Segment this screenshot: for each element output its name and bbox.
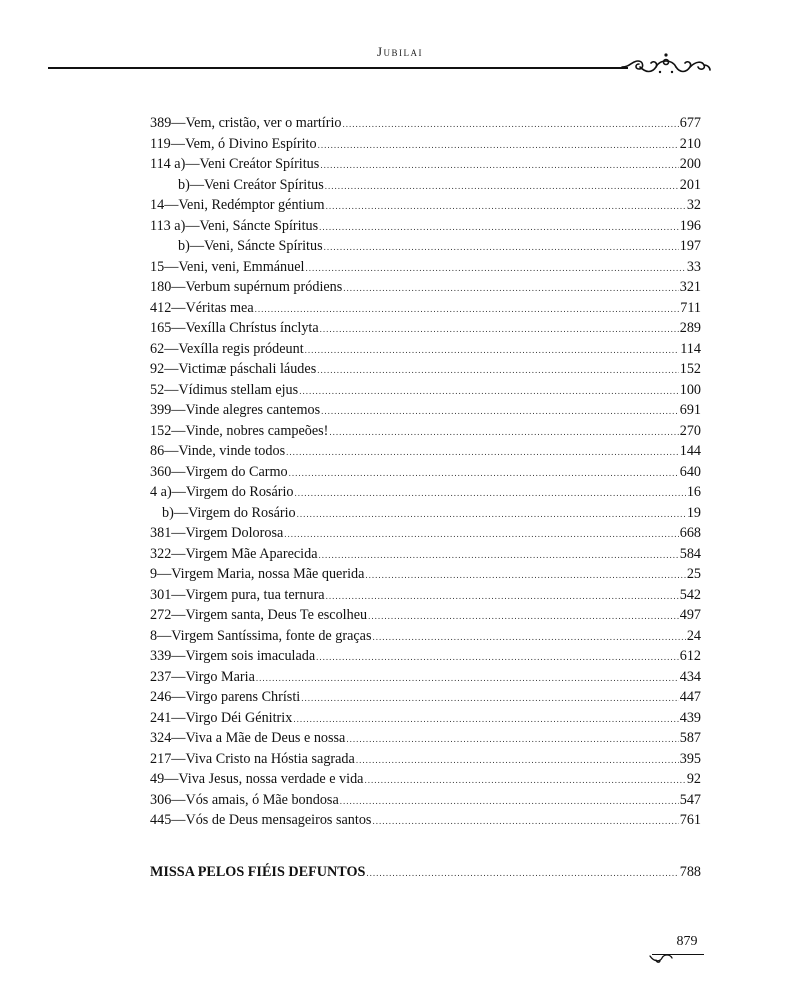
entry-page-number: 25 [686, 566, 701, 582]
entry-page-number: 439 [679, 709, 701, 726]
running-head: Jubilai [376, 44, 424, 59]
entry-page-number: 210 [679, 135, 701, 152]
entry-page-number: 547 [679, 791, 701, 808]
index-entry [150, 566, 701, 587]
dot-leader [325, 181, 679, 191]
index-entry [150, 484, 701, 505]
entry-page-number: 92 [686, 771, 701, 787]
entry-title: 339—Virgem sois imaculada [150, 648, 316, 664]
entry-title: 8—Virgem Santíssima, fonte de graças [150, 627, 372, 644]
index-entry [150, 587, 701, 608]
dot-leader [366, 868, 678, 878]
index-entry [150, 525, 701, 546]
entry-page-number: 691 [679, 402, 701, 418]
entry-page-number: 270 [679, 422, 701, 439]
entry-title: b)—Veni Creátor Spíritus [178, 176, 324, 193]
entry-title: 360—Virgem do Carmo [150, 463, 288, 480]
entry-page-number: 761 [679, 812, 701, 828]
index-entry [150, 792, 701, 813]
index-entry [150, 689, 701, 710]
entry-title: 119—Vem, ó Divino Espírito [150, 135, 317, 152]
entry-title: 49—Viva Jesus, nossa verdade e vida [150, 771, 364, 787]
index-entry [150, 177, 701, 198]
entry-page-number: 100 [679, 381, 701, 398]
entry-title: 86—Vinde, vinde todos [150, 443, 286, 459]
index-entry [150, 136, 701, 157]
entry-page-number: 289 [679, 320, 701, 336]
entry-title: 113 a)—Veni, Sáncte Spíritus [150, 217, 319, 234]
entry-title: 241—Virgo Déi Génitrix [150, 709, 293, 726]
dot-leader [326, 591, 679, 601]
dot-leader [321, 406, 679, 416]
entry-title: 381—Virgem Dolorosa [150, 525, 284, 541]
index-list [150, 115, 701, 833]
dot-leader [256, 673, 679, 683]
index-entry [150, 607, 701, 628]
index-entry [150, 279, 701, 300]
dot-leader [299, 386, 679, 396]
entry-page-number: 711 [680, 299, 701, 316]
scroll-ornament-icon [620, 51, 712, 81]
index-entry [150, 648, 701, 669]
entry-page-number: 321 [679, 279, 701, 295]
small-scroll-ornament-icon [648, 952, 676, 966]
entry-page-number: 542 [679, 586, 701, 603]
entry-title: 152—Vinde, nobres campeões! [150, 422, 329, 439]
entry-title: 114 a)—Veni Creátor Spíritus [150, 156, 320, 172]
index-entry [150, 771, 701, 792]
page-number: 879 [676, 934, 698, 949]
index-entry [150, 320, 701, 341]
header-rule [48, 67, 628, 69]
dot-leader [340, 796, 679, 806]
dot-leader [301, 693, 679, 703]
dot-leader [319, 550, 679, 560]
entry-title: 324—Viva a Mãe de Deus e nossa [150, 730, 346, 746]
index-entry [150, 546, 701, 567]
entry-page-number: 677 [679, 115, 701, 131]
index-entry [150, 382, 701, 403]
index-entry [150, 238, 701, 259]
index-entry [150, 402, 701, 423]
entry-title: 4 a)—Virgem do Rosário [150, 484, 294, 500]
entry-title: 246—Virgo parens Chrísti [150, 689, 301, 705]
entry-page-number: 152 [679, 361, 701, 377]
entry-page-number: 32 [686, 197, 701, 213]
entry-title: 52—Vídimus stellam ejus [150, 381, 299, 398]
index-entry [150, 156, 701, 177]
index-entry [150, 730, 701, 751]
entry-page-number: 447 [679, 689, 701, 705]
entry-title: 15—Veni, veni, Emmánuel [150, 258, 305, 275]
index-entry [150, 259, 701, 280]
entry-page-number: 434 [679, 668, 701, 685]
dot-leader [316, 652, 679, 662]
entry-title: 9—Virgem Maria, nossa Mãe querida [150, 566, 365, 582]
entry-title: 412—Véritas mea [150, 299, 254, 316]
dot-leader [368, 611, 679, 621]
dot-leader [317, 365, 679, 375]
entry-page-number: 612 [679, 648, 701, 664]
entry-page-number: 201 [679, 176, 701, 193]
entry-page-number: 395 [679, 750, 701, 767]
index-entry [150, 812, 701, 833]
entry-title: 165—Vexílla Chrístus ínclyta [150, 320, 319, 336]
dot-leader [356, 755, 679, 765]
index-entry [150, 505, 701, 526]
dot-leader [286, 447, 679, 457]
index-entry [150, 361, 701, 382]
entry-title: b)—Virgem do Rosário [162, 504, 296, 521]
entry-page-number: 19 [686, 504, 701, 521]
entry-title: 301—Virgem pura, tua ternura [150, 586, 325, 603]
entry-page-number: 196 [679, 217, 701, 234]
entry-title: 92—Victimæ páschali láudes [150, 361, 317, 377]
dot-leader [297, 509, 686, 519]
index-entry [150, 423, 701, 444]
entry-page-number: 587 [679, 730, 701, 746]
entry-page-number: 497 [679, 607, 701, 623]
entry-page-number: 200 [679, 156, 701, 172]
dot-leader [318, 140, 679, 150]
entry-title: 445—Vós de Deus mensageiros santos [150, 812, 372, 828]
entry-page-number: 668 [679, 525, 701, 541]
dot-leader [289, 468, 679, 478]
entry-title: 217—Viva Cristo na Hóstia sagrada [150, 750, 355, 767]
section-entry [150, 864, 701, 881]
entry-title: 272—Virgem santa, Deus Te escolheu [150, 607, 368, 623]
dot-leader [295, 488, 686, 498]
dot-leader [320, 160, 678, 170]
entry-title: b)—Veni, Sáncte Spíritus [178, 238, 323, 254]
index-entry [150, 115, 701, 136]
dot-leader [326, 201, 686, 211]
index-entry [150, 464, 701, 485]
dot-leader [319, 222, 679, 232]
entry-title: 14—Veni, Redémptor géntium [150, 197, 325, 213]
entry-title: 306—Vós amais, ó Mãe bondosa [150, 791, 339, 808]
entry-title: 180—Verbum supérnum pródiens [150, 279, 343, 295]
entry-title: 322—Virgem Mãe Aparecida [150, 545, 318, 562]
entry-page-number: 584 [679, 545, 701, 562]
dot-leader [284, 529, 678, 539]
dot-leader [364, 775, 685, 785]
entry-page-number: 197 [679, 238, 701, 254]
entry-title: 399—Vinde alegres cantemos [150, 402, 321, 418]
dot-leader [346, 734, 678, 744]
section-page-number: 788 [679, 864, 701, 880]
dot-leader [320, 324, 679, 334]
section-title: MISSA PELOS FIÉIS DEFUNTOS [150, 864, 366, 880]
dot-leader [342, 119, 678, 129]
dot-leader [343, 283, 678, 293]
index-entry [150, 710, 701, 731]
index-entry [150, 197, 701, 218]
entry-title: 389—Vem, cristão, ver o martírio [150, 115, 342, 131]
entry-page-number: 16 [686, 484, 701, 500]
dot-leader [365, 570, 685, 580]
index-entry [150, 628, 701, 649]
dot-leader [372, 816, 678, 826]
index-entry [150, 341, 701, 362]
entry-title: 237—Virgo Maria [150, 668, 255, 685]
dot-leader [293, 714, 678, 724]
dot-leader [324, 242, 679, 252]
entry-page-number: 640 [679, 463, 701, 480]
entry-page-number: 24 [686, 627, 701, 644]
index-entry [150, 443, 701, 464]
dot-leader [373, 632, 686, 642]
dot-leader [305, 263, 685, 273]
index-entry [150, 300, 701, 321]
index-entry [150, 751, 701, 772]
dot-leader [255, 304, 680, 314]
entry-page-number: 144 [679, 443, 701, 459]
entry-page-number: 114 [680, 340, 701, 357]
index-entry [150, 218, 701, 239]
dot-leader [305, 345, 680, 355]
dot-leader [329, 427, 678, 437]
index-entry [150, 669, 701, 690]
entry-title: 62—Vexílla regis pródeunt [150, 340, 304, 357]
entry-page-number: 33 [686, 258, 701, 275]
